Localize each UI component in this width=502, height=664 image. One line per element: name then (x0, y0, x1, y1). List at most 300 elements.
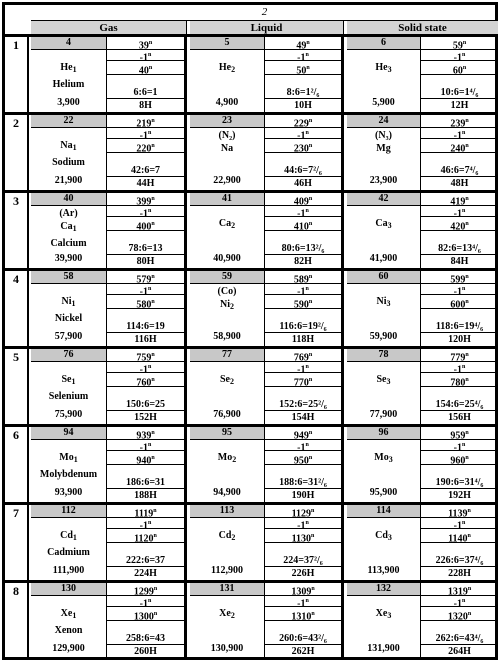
minus-value: -1$^n$ (107, 362, 184, 373)
superscript-n: n (305, 130, 309, 136)
superscript-n: n (151, 143, 155, 149)
element-info (347, 128, 421, 190)
element-mass: 130,900 (210, 643, 244, 654)
superscript-n: n (465, 274, 469, 280)
element-cell (190, 583, 344, 658)
equation: 186:6=31 (107, 476, 184, 489)
element-info (190, 206, 265, 268)
element-cell (31, 505, 187, 580)
element-cell (190, 505, 344, 580)
n-value: 949$^n$ (265, 427, 341, 440)
superscript-n: n (151, 352, 155, 358)
m-value: 950$^n$ (265, 451, 341, 465)
h-value: 82H (294, 256, 312, 267)
equation: 78:6=13 (107, 242, 184, 255)
element-group (5, 349, 495, 424)
element-symbol: $Cd_2$ (218, 530, 236, 542)
table-number: 2 (31, 5, 498, 21)
superscript-n: n (305, 598, 309, 604)
superscript-n: n (153, 533, 157, 539)
superscript-n: n (462, 598, 466, 604)
element-subscript: 3 (387, 65, 392, 74)
m-value: 600$^n$ (421, 295, 498, 309)
element-symbol: $He_3$ (375, 62, 392, 74)
n-value: 1319$^n$ (421, 583, 498, 596)
element-subscript: 3 (386, 299, 391, 308)
superscript-n: n (305, 52, 309, 58)
element-cell (31, 583, 187, 658)
phase-header-gas: Gas (31, 21, 187, 35)
element-cell (347, 37, 498, 112)
minus-value: -1$^n$ (107, 518, 184, 529)
m-value: 410$^n$ (265, 217, 341, 231)
element-mass: 39,900 (54, 253, 83, 264)
element-subscript: 2 (231, 533, 236, 542)
phase-header-liquid: Liquid (190, 21, 344, 35)
h-value: 10H (294, 100, 312, 111)
element-symbol: $Mo_3$ (374, 452, 393, 464)
minus-value: -1$^n$ (265, 284, 341, 295)
h-value: 228H (448, 568, 471, 579)
n-value: 49$^n$ (265, 37, 341, 50)
minus-value: -1$^n$ (421, 596, 498, 607)
element-symbol: $Ni_1$ (61, 296, 76, 308)
element-subscript: 2 (230, 377, 234, 386)
element-cell (31, 427, 187, 502)
element-group (5, 271, 495, 346)
h-value: 152H (134, 412, 157, 423)
group-number: 7 (5, 505, 29, 580)
superscript-n: n (305, 520, 309, 526)
m-value: 590$^n$ (265, 295, 341, 309)
superscript-n: n (148, 130, 152, 136)
element-info (31, 518, 107, 580)
group-number: 2 (5, 115, 29, 190)
element-symbol: $He_2$ (218, 62, 236, 74)
m-value: 940$^n$ (107, 451, 184, 465)
minus-value: -1$^n$ (421, 206, 498, 217)
element-info (31, 206, 107, 268)
element-mass: 23,900 (369, 175, 398, 186)
equation: 152:6=25²/₆ (265, 398, 341, 411)
superscript-n: n (153, 611, 158, 617)
equation: 44:6=7²/₆ (265, 164, 341, 177)
superscript-n: n (148, 442, 152, 448)
superscript-n: n (151, 221, 155, 227)
superscript-n: n (308, 221, 313, 227)
element-subscript: 1 (72, 143, 77, 152)
element-mass: 40,900 (213, 253, 241, 264)
element-info (190, 596, 265, 658)
equation: 226:6=37⁴/₆ (421, 554, 498, 567)
element-symbol: $Ca_3$ (375, 218, 392, 230)
minus-value: -1$^n$ (421, 362, 498, 373)
element-alias: (N₂) (218, 130, 236, 141)
superscript-n: n (465, 377, 469, 383)
superscript-n: n (151, 118, 155, 124)
element-number: 131 (190, 583, 265, 596)
superscript-n: n (462, 286, 466, 292)
element-subscript: 2 (230, 611, 235, 620)
n-value: 1129$^n$ (265, 505, 341, 518)
element-subscript: 3 (387, 611, 392, 620)
h-value: 116H (134, 334, 157, 345)
element-symbol: $Ni_2$ (220, 299, 234, 311)
n-value: 59$^n$ (421, 37, 498, 50)
superscript-n: n (467, 586, 472, 592)
superscript-n: n (308, 455, 313, 461)
superscript-n: n (311, 586, 315, 592)
element-number: 78 (347, 349, 421, 362)
element-number: 113 (190, 505, 265, 518)
element-subscript: 1 (72, 224, 77, 233)
element-cell (347, 115, 498, 190)
element-mass: 3,900 (57, 97, 80, 108)
superscript-n: n (148, 52, 152, 58)
element-symbol: $Na_1$ (60, 140, 77, 152)
equation: 118:6=19⁴/₆ (421, 320, 498, 333)
minus-value: -1$^n$ (265, 596, 341, 607)
superscript-n: n (148, 598, 152, 604)
element-cell (31, 37, 187, 112)
superscript-n: n (465, 430, 469, 436)
element-mass: 4,900 (215, 97, 239, 108)
equation: 46:6=7⁴/₆ (421, 164, 498, 177)
element-cell (347, 349, 498, 424)
h-value: 224H (134, 568, 157, 579)
element-mass: 112,900 (211, 565, 243, 576)
superscript-n: n (151, 196, 155, 202)
m-value: 50$^n$ (265, 61, 341, 75)
m-value: 60$^n$ (421, 61, 498, 75)
element-name: Cadmium (47, 547, 90, 558)
element-symbol: $Xe_1$ (60, 608, 77, 620)
phase-header-solid: Solid state (347, 21, 498, 35)
superscript-n: n (462, 130, 466, 136)
n-value: 1139$^n$ (421, 505, 498, 518)
h-value: 264H (448, 646, 471, 657)
element-number: 76 (31, 349, 107, 362)
superscript-n: n (151, 274, 155, 280)
element-number: 5 (190, 37, 265, 50)
element-symbol: $Ca_1$ (60, 221, 77, 233)
element-number: 112 (31, 505, 107, 518)
element-info (347, 284, 421, 346)
superscript-n: n (465, 143, 469, 149)
element-info (190, 518, 265, 580)
element-cell (347, 427, 498, 502)
superscript-n: n (308, 352, 313, 358)
h-value: 190H (291, 490, 315, 501)
element-alias: (Co) (217, 286, 237, 297)
group-number: 6 (5, 427, 29, 502)
element-subscript: 2 (231, 65, 236, 74)
n-value: 399$^n$ (107, 193, 184, 206)
m-value: 400$^n$ (107, 217, 184, 231)
n-value: 579$^n$ (107, 271, 184, 284)
m-value: 960$^n$ (421, 451, 498, 465)
minus-value: -1$^n$ (265, 440, 341, 451)
superscript-n: n (308, 118, 313, 124)
m-value: 1140$^n$ (421, 529, 498, 543)
element-number: 60 (347, 271, 421, 284)
h-value: 48H (450, 178, 469, 189)
h-value: 118H (291, 334, 315, 345)
superscript-n: n (305, 364, 309, 370)
element-group (5, 115, 495, 190)
equation: 262:6=43⁴/₆ (421, 632, 498, 645)
superscript-n: n (465, 299, 469, 305)
element-subscript: 3 (386, 377, 391, 386)
element-subscript: 3 (387, 533, 392, 542)
superscript-n: n (148, 364, 152, 370)
h-value: 192H (448, 490, 471, 501)
superscript-n: n (462, 65, 467, 71)
element-number: 96 (347, 427, 421, 440)
superscript-n: n (306, 65, 310, 71)
equation: 258:6=43 (107, 632, 184, 645)
element-cell (347, 505, 498, 580)
n-value: 589$^n$ (265, 271, 341, 284)
element-info (347, 596, 421, 658)
equation: 80:6=13²/₆ (265, 242, 341, 255)
element-info (190, 128, 265, 190)
superscript-n: n (311, 508, 315, 514)
element-mass: 113,900 (367, 565, 400, 576)
equation: 116:6=19²/₆ (265, 320, 341, 333)
element-alias: (N₃) (375, 130, 392, 141)
element-mass: 95,900 (369, 487, 398, 498)
m-value: 240$^n$ (421, 139, 498, 153)
element-symbol: Na (220, 143, 234, 154)
superscript-n: n (462, 520, 466, 526)
element-subscript: 2 (230, 302, 234, 311)
equation: 114:6=19 (107, 320, 184, 333)
minus-value: -1$^n$ (265, 362, 341, 373)
element-number: 24 (347, 115, 421, 128)
element-subscript: 1 (72, 65, 77, 74)
h-value: 226H (291, 568, 315, 579)
element-mass: 57,900 (54, 331, 83, 342)
element-info (347, 362, 421, 424)
minus-value: -1$^n$ (421, 440, 498, 451)
h-value: 8H (139, 100, 152, 111)
m-value: 220$^n$ (107, 139, 184, 153)
element-symbol: $Ni_3$ (376, 296, 391, 308)
superscript-n: n (308, 274, 313, 280)
superscript-n: n (308, 430, 313, 436)
element-info (31, 284, 107, 346)
element-table (2, 2, 498, 660)
equation: 82:6=13⁴/₆ (421, 242, 498, 255)
superscript-n: n (151, 377, 155, 383)
m-value: 1130$^n$ (265, 529, 341, 543)
superscript-n: n (467, 508, 471, 514)
superscript-n: n (311, 611, 315, 617)
h-value: 262H (291, 646, 315, 657)
element-info (347, 50, 421, 112)
element-cell (190, 193, 344, 268)
element-number: 114 (347, 505, 421, 518)
element-number: 95 (190, 427, 265, 440)
superscript-n: n (305, 208, 309, 214)
minus-value: -1$^n$ (265, 206, 341, 217)
superscript-n: n (153, 508, 157, 514)
minus-value: -1$^n$ (107, 128, 184, 139)
m-value: 1320$^n$ (421, 607, 498, 621)
equation: 188:6=31²/₆ (265, 476, 341, 489)
superscript-n: n (462, 40, 467, 46)
group-number: 8 (5, 583, 29, 658)
element-name: Helium (52, 79, 85, 90)
minus-value: -1$^n$ (107, 284, 184, 295)
n-value: 769$^n$ (265, 349, 341, 362)
element-number: 23 (190, 115, 265, 128)
equation: 224=37²/₆ (265, 554, 341, 567)
element-number: 77 (190, 349, 265, 362)
equation: 42:6=7 (107, 164, 184, 177)
element-mass: 111,900 (52, 565, 85, 576)
element-group (5, 37, 495, 112)
element-cell (31, 115, 187, 190)
equation: 222:6=37 (107, 554, 184, 567)
element-cell (190, 37, 344, 112)
h-value: 46H (294, 178, 312, 189)
element-symbol: $Mo_2$ (217, 452, 237, 464)
element-info (190, 440, 265, 502)
element-number: 94 (31, 427, 107, 440)
n-value: 229$^n$ (265, 115, 341, 128)
element-mass: 93,900 (54, 487, 83, 498)
element-info (347, 206, 421, 268)
h-value: 260H (134, 646, 157, 657)
element-cell (190, 115, 344, 190)
element-mass: 131,900 (367, 643, 400, 654)
minus-value: -1$^n$ (265, 128, 341, 139)
superscript-n: n (308, 377, 313, 383)
superscript-n: n (151, 455, 155, 461)
superscript-n: n (148, 40, 153, 46)
superscript-n: n (151, 299, 155, 305)
element-cell (190, 349, 344, 424)
superscript-n: n (462, 208, 466, 214)
element-name: Sodium (52, 157, 85, 168)
h-value: 188H (134, 490, 157, 501)
minus-value: -1$^n$ (421, 284, 498, 295)
element-name: Molybdenum (39, 469, 98, 480)
element-mass: 77,900 (369, 409, 398, 420)
superscript-n: n (465, 118, 469, 124)
superscript-n: n (462, 442, 466, 448)
element-subscript: 2 (232, 455, 237, 464)
element-number: 130 (31, 583, 107, 596)
minus-value: -1$^n$ (421, 50, 498, 61)
superscript-n: n (153, 586, 158, 592)
element-symbol: Mg (376, 143, 391, 154)
element-info (31, 50, 107, 112)
element-info (190, 284, 265, 346)
equation: 154:6=25⁴/₆ (421, 398, 498, 411)
superscript-n: n (308, 143, 313, 149)
element-mass: 58,900 (213, 331, 241, 342)
n-value: 419$^n$ (421, 193, 498, 206)
element-info (31, 440, 107, 502)
element-number: 4 (31, 37, 107, 50)
element-number: 58 (31, 271, 107, 284)
element-mass: 59,900 (369, 331, 398, 342)
element-subscript: 1 (71, 299, 76, 308)
element-symbol: $He_1$ (60, 62, 77, 74)
m-value: 40$^n$ (107, 61, 184, 75)
element-info (31, 362, 107, 424)
n-value: 599$^n$ (421, 271, 498, 284)
group-number: 1 (5, 37, 29, 112)
m-value: 770$^n$ (265, 373, 341, 387)
element-symbol: $Se_1$ (61, 374, 76, 386)
element-number: 132 (347, 583, 421, 596)
superscript-n: n (465, 352, 469, 358)
element-cell (31, 271, 187, 346)
minus-value: -1$^n$ (107, 206, 184, 217)
element-alias: (Ar) (59, 208, 78, 219)
superscript-n: n (465, 455, 469, 461)
superscript-n: n (311, 533, 315, 539)
element-info (190, 50, 265, 112)
m-value: 420$^n$ (421, 217, 498, 231)
m-value: 760$^n$ (107, 373, 184, 387)
superscript-n: n (151, 430, 155, 436)
element-group (5, 505, 495, 580)
superscript-n: n (306, 40, 310, 46)
equation: 8:6=1²/₆ (265, 86, 341, 99)
element-number: 59 (190, 271, 265, 284)
element-info (31, 128, 107, 190)
n-value: 39$^n$ (107, 37, 184, 50)
h-value: 156H (448, 412, 471, 423)
h-value: 154H (291, 412, 315, 423)
element-subscript: 3 (387, 221, 392, 230)
element-number: 41 (190, 193, 265, 206)
element-info (31, 596, 107, 658)
superscript-n: n (462, 364, 466, 370)
element-symbol: $Se_3$ (376, 374, 391, 386)
equation: 190:6=31⁴/₆ (421, 476, 498, 489)
n-value: 959$^n$ (421, 427, 498, 440)
h-value: 12H (450, 100, 469, 111)
element-symbol: $Mo_1$ (59, 452, 78, 464)
element-mass: 41,900 (369, 253, 398, 264)
group-number: 3 (5, 193, 29, 268)
minus-value: -1$^n$ (107, 596, 184, 607)
n-value: 1119$^n$ (107, 505, 184, 518)
minus-value: -1$^n$ (265, 518, 341, 529)
element-group (5, 193, 495, 268)
element-symbol: $Cd_3$ (375, 530, 392, 542)
superscript-n: n (148, 520, 152, 526)
element-cell (190, 271, 344, 346)
element-subscript: 3 (388, 455, 393, 464)
element-number: 42 (347, 193, 421, 206)
superscript-n: n (148, 65, 153, 71)
element-symbol: $Se_2$ (220, 374, 234, 386)
superscript-n: n (465, 221, 469, 227)
n-value: 409$^n$ (265, 193, 341, 206)
element-mass: 22,900 (213, 175, 241, 186)
minus-value: -1$^n$ (421, 518, 498, 529)
element-name: Calcium (50, 238, 87, 249)
element-symbol: $Ca_2$ (218, 218, 236, 230)
element-symbol: $Xe_2$ (219, 608, 235, 620)
